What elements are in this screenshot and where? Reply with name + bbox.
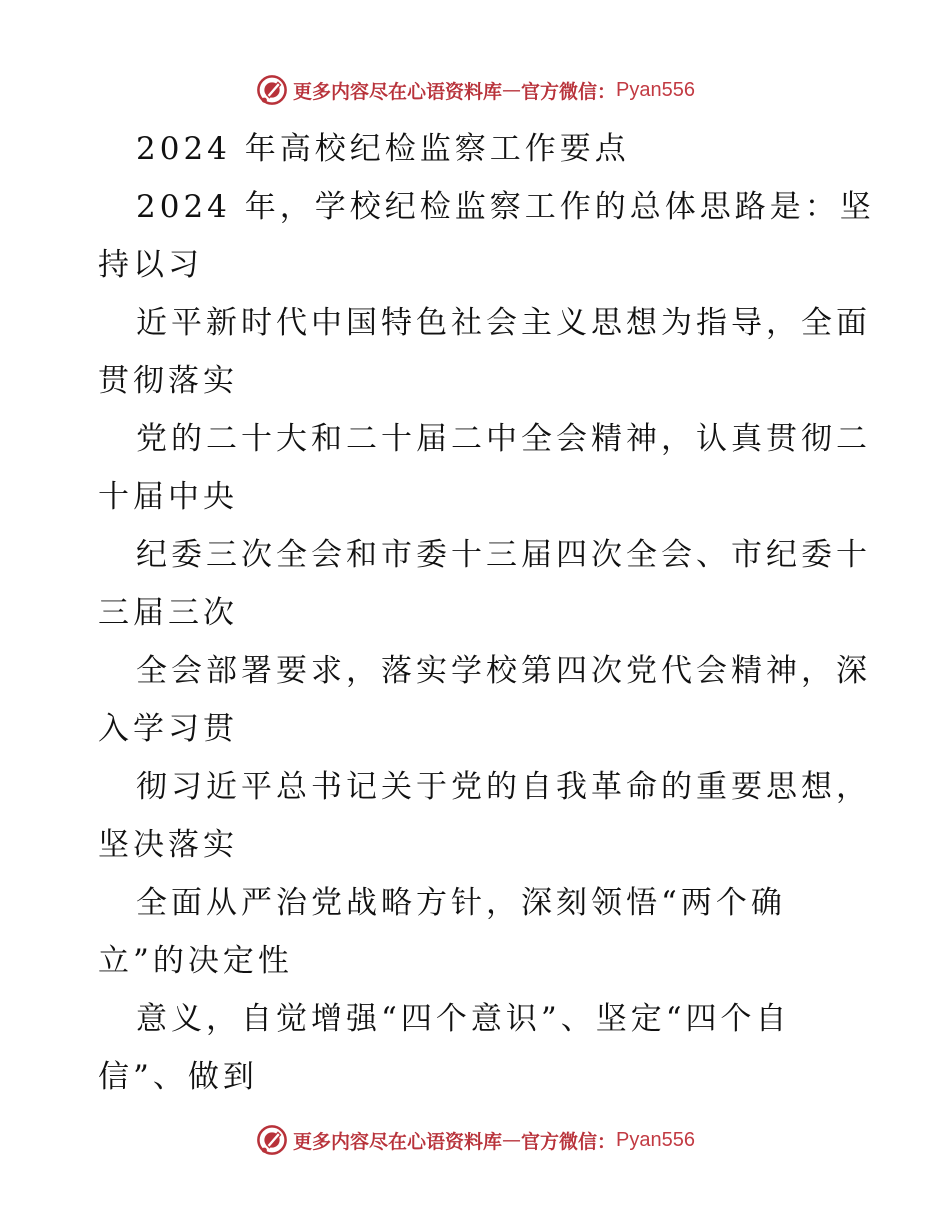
watermark-wechat-label: 官方微信： bbox=[521, 1130, 617, 1153]
document-title: 2024 年高校纪检监察工作要点 bbox=[136, 131, 630, 167]
paragraph-line: 全会部署要求，落实学校第四次党代会精神，深 bbox=[136, 653, 871, 689]
watermark-separator: — bbox=[502, 1129, 522, 1151]
watermark-separator: — bbox=[502, 79, 522, 101]
footer-watermark bbox=[0, 1120, 950, 1160]
paragraph-line: 入学习贯 bbox=[98, 711, 238, 747]
paragraph-line: 立”的决定性 bbox=[98, 943, 293, 979]
paragraph-line: 十届中央 bbox=[98, 479, 238, 515]
watermark-wechat-id: Pyan556 bbox=[616, 78, 695, 101]
watermark-wechat-id: Pyan556 bbox=[616, 1128, 695, 1151]
paragraph-line: 近平新时代中国特色社会主义思想为指导，全面 bbox=[136, 305, 871, 341]
paragraph-line: 持以习 bbox=[98, 247, 203, 283]
paragraph-line: 贯彻落实 bbox=[98, 363, 238, 399]
paragraph-line: 信”、做到 bbox=[98, 1059, 258, 1095]
pen-nib-logo-icon bbox=[255, 73, 289, 107]
paragraph-line: 纪委三次全会和市委十三届四次全会、市纪委十 bbox=[136, 537, 871, 573]
paragraph-line: 彻习近平总书记关于党的自我革命的重要思想， bbox=[136, 769, 871, 805]
header-watermark bbox=[0, 70, 950, 110]
paragraph-line: 三届三次 bbox=[98, 595, 238, 631]
paragraph-line: 意义，自觉增强“四个意识”、坚定“四个自 bbox=[136, 1001, 791, 1037]
paragraph-line: 2024 年，学校纪检监察工作的总体思路是：坚 bbox=[136, 189, 875, 225]
pen-nib-logo-icon bbox=[255, 1123, 289, 1157]
paragraph-line: 全面从严治党战略方针，深刻领悟“两个确 bbox=[136, 885, 786, 921]
watermark-brand: 更多内容尽在心语资料库 bbox=[293, 80, 503, 103]
paragraph-line: 坚决落实 bbox=[98, 827, 238, 863]
watermark-wechat-label: 官方微信： bbox=[521, 80, 617, 103]
document-body bbox=[98, 120, 878, 1106]
paragraph-line: 党的二十大和二十届二中全会精神，认真贯彻二 bbox=[136, 421, 871, 457]
watermark-brand: 更多内容尽在心语资料库 bbox=[293, 1130, 503, 1153]
